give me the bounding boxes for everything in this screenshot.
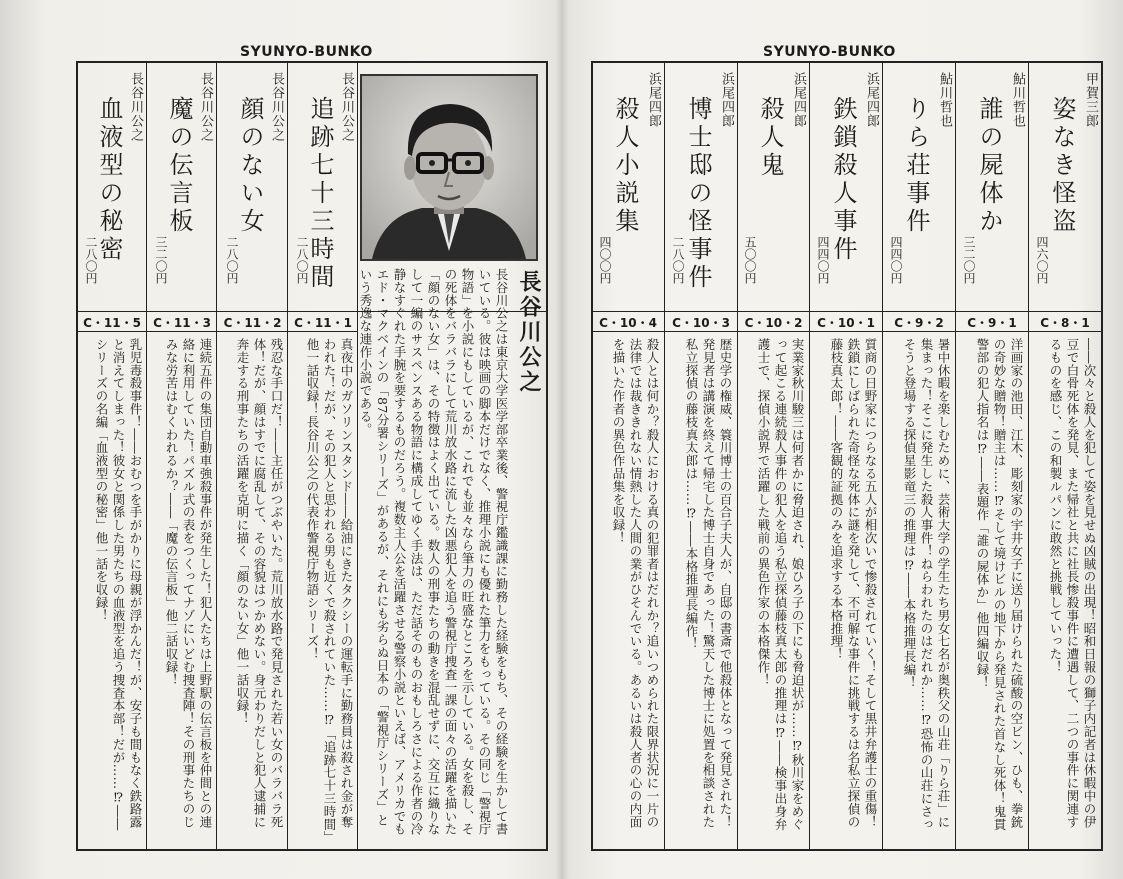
grid-line <box>591 331 1103 332</box>
book-code: C・8・1 <box>1040 316 1090 330</box>
book-price: 二八〇円 <box>295 236 309 284</box>
book-author: 長谷川公之 <box>269 72 284 142</box>
book-author: 甲賀三郎 <box>1083 72 1098 128</box>
book-author: 鮎川哲也 <box>937 72 952 128</box>
book-price: 三二〇円 <box>962 236 976 284</box>
portrait-image <box>362 76 536 259</box>
book-title: 誰の屍体か <box>975 96 1003 236</box>
grid-line <box>1028 61 1029 849</box>
book-description: 真夜中のガソリンスタンド――給油にきたタクシーの運転手に勤務員は殺され金が奪われた！だが、その犯人と思われる男も近くで殺されていた……⁉「追跡七十三時間」他一話収録！長谷川公之の代表作警視庁物語シリーズ！ <box>305 338 354 838</box>
book-author: 鮎川哲也 <box>1010 72 1025 128</box>
book-title: 博士邸の怪事件 <box>684 96 712 292</box>
grid-line <box>216 61 217 849</box>
book-code: C・11・3 <box>153 316 211 330</box>
book-price: 五〇〇円 <box>743 236 757 284</box>
grid-line <box>146 61 147 849</box>
book-author: 浜尾四郎 <box>646 72 661 128</box>
book-author: 長谷川公之 <box>339 72 354 142</box>
grid-line <box>737 61 738 849</box>
book-author: 浜尾四郎 <box>864 72 879 128</box>
book-price: 四六〇円 <box>1035 236 1049 284</box>
page-header: SYUNYO-BUNKO <box>763 44 896 60</box>
book-price: 四四〇円 <box>816 236 830 284</box>
grid-line <box>955 61 956 849</box>
grid-line <box>591 849 1103 851</box>
book-description: 殺人とは何か？殺人における真の犯罪者はだれか？追いつめられた限界状況に一片の法律では裁ききれない情熱した人間の業がひそんでいる。あるいは殺人者の心の内面を描いた作者の異色作品集を収録！ <box>611 338 660 829</box>
grid-line <box>76 849 546 851</box>
grid-line <box>591 61 593 851</box>
book-author: 長谷川公之 <box>128 72 143 142</box>
book-price: 二八〇円 <box>671 236 685 284</box>
book-title: 殺人小説集 <box>611 96 639 236</box>
book-description: 歴史学の権威、簑川博士の百合子夫人が、自邸の書斎で他殺体となって発見された！発見者は講演を終えて帰宅した博士自身であった！驚天した博士に処置を相談された私立探偵の藤枝真太郎は……⁉――本格推理長編作！ <box>684 338 733 829</box>
grid-line <box>76 61 78 851</box>
book-title: 姿なき怪盗 <box>1048 96 1076 236</box>
author-biography: 長谷川公之は東京大学医学部卒業後、警視庁鑑識課に勤務した経験をもち、その経験を生かして書いている。彼は映画の脚本だけでなく、推理小説にも優れた筆力をもっている。その同じ「警視庁物語」を小説にもしているが、これでも並々なら筆力の旺盛なところを示している。女を殺し、その死体をバラバラにして荒川放水路に流した凶悪犯人を追う警視庁捜査一課の面々の活躍を描いた「顔のない女」は、その特徴はよく出ている。数人の刑事たちの動きを混乱せずに、交互に織りなして一編のサスペンスある物語に構成してゆく手法は、ただ話そのものおもしろさによる作者の冷静なすぐれた手腕を要するものだろう。複数主人公を活躍させる警察小説といえば、アメリカでもエド・マクベインの「87分署シリーズ」があるが、それにも劣らぬ日本の「警視庁シリーズ」という秀逸な連作小説である。 <box>358 268 509 836</box>
book-description: 質商の日野家につらなる五人が相次いで惨殺されていく！そして黒井弁護士の重傷！鉄鎖にしばられた奇怪な死体に謎を発して、不可解な事件に挑戦するは名私立探偵の藤枝真太郎！――客観的証拠のみを追求する本格推理！ <box>829 338 878 829</box>
book-code: C・11・1 <box>294 316 352 330</box>
book-price: 四四〇円 <box>889 236 903 284</box>
book-title: りら荘事件 <box>902 96 930 236</box>
header-rule <box>591 61 1103 63</box>
grid-line <box>809 61 810 849</box>
book-description: 残忍な手口だ！――主任がつぶやいた。荒川放水路で発見された若い女のバラバラ死体！だが、顔はすでに腐乱して、その容貌はつかめない。身元わりだしと犯人逮捕に奔走する刑事たちの活躍を克明に描く「顔のない女」他一話収録！ <box>235 338 284 829</box>
book-price: 三二〇円 <box>154 236 168 284</box>
grid-line <box>1101 61 1103 851</box>
book-title: 顔のない女 <box>236 96 264 236</box>
book-price: 四〇〇円 <box>598 236 612 284</box>
book-description: ――次々と殺人を犯して姿を見せぬ凶賊の出現！昭和日報の獅子内記者は休暇中の伊豆で白骨死体を発見、また帰社と共に社長惨殺事件に遭遇して、二つの事件に関連するものを感じ、この和製ルパンに敢然と挑戦していった！ <box>1048 338 1097 829</box>
book-title: 魔の伝言板 <box>165 96 193 236</box>
book-price: 二八〇円 <box>84 236 98 284</box>
book-code: C・10・1 <box>817 316 875 330</box>
page-header: SYUNYO-BUNKO <box>240 44 373 60</box>
grid-line <box>882 61 883 849</box>
book-code: C・9・2 <box>894 316 944 330</box>
book-price: 二八〇円 <box>225 236 239 284</box>
grid-line <box>76 331 358 332</box>
book-description: 洋画家の池田、江木、彫刻家の宇井女子に送り届けられた硫酸の空ビン、ひも、拳銃の奇妙な贈物！贈主は……⁉そして境けビルの地下から発見された首なし死体！鬼貫警部の犯人指名は⁉――表題作「誰の屍体か」他四編収録！ <box>975 338 1024 831</box>
grid-line <box>591 311 1103 312</box>
book-description: 暑中休暇を楽しむために、芸術大学の学生たち男女七名が奥秩父の山荘「りら荘」に集まった！そこに発生した殺人事件！ねらわれたのはだれか……⁉恐怖の山荘にさっそうと登場する探偵星影竜三の推理は⁉――本格推理長編！ <box>902 338 951 831</box>
left-page <box>0 0 560 879</box>
grid-line <box>546 61 548 851</box>
book-code: C・10・3 <box>672 316 730 330</box>
book-title: 鉄鎖殺人事件 <box>829 96 857 264</box>
grid-line <box>287 61 288 849</box>
portrait-author-name: 長谷川公之 <box>516 270 542 395</box>
book-title: 追跡七十三時間 <box>306 96 334 292</box>
right-page <box>563 0 1123 879</box>
book-code: C・10・2 <box>744 316 803 330</box>
book-code: C・11・5 <box>83 316 141 330</box>
book-title: 殺人鬼 <box>756 96 784 180</box>
book-code: C・9・1 <box>967 316 1017 330</box>
book-title: 血液型の秘密 <box>95 96 123 264</box>
book-description: 実業家秋川駿三は何者かに脅迫され、娘ひろ子の下にも脅迫状が……⁉秋川家をめぐって起こる連続殺人事件の犯人を追う私立探偵藤枝真太郎の推理は⁉――検事出身弁護士で、探偵小説界で活躍した戦前の異色作家の本格傑作！ <box>756 338 805 831</box>
grid-line <box>357 61 358 849</box>
book-author: 長谷川公之 <box>198 72 213 142</box>
book-author: 浜尾四郎 <box>719 72 734 128</box>
book-description: 乳児毒殺事件！――おむつを手がかりに母親が浮かんだ！が、安子も間もなく鉄路露と消えてしまった！彼女と関係した男たちの血液型を追う捜査本部！だが……⁉――シリーズの名編「血液型の秘密」他一話を収録！ <box>94 338 143 831</box>
grid-line <box>664 61 665 849</box>
book-code: C・10・4 <box>599 316 657 330</box>
author-portrait <box>360 74 538 261</box>
book-code: C・11・2 <box>223 316 282 330</box>
book-description: 連続五件の集団自動車強殺事件が発生した！犯人たちは上野駅の伝言板を仲間との連絡に利用していた！パズル式の表をつくってナゾにいどむ捜査陣！その刑事たちのじみな労苦はむくわれるか？――「魔の伝言板」他二話収録！ <box>164 338 213 829</box>
book-author: 浜尾四郎 <box>791 72 806 128</box>
